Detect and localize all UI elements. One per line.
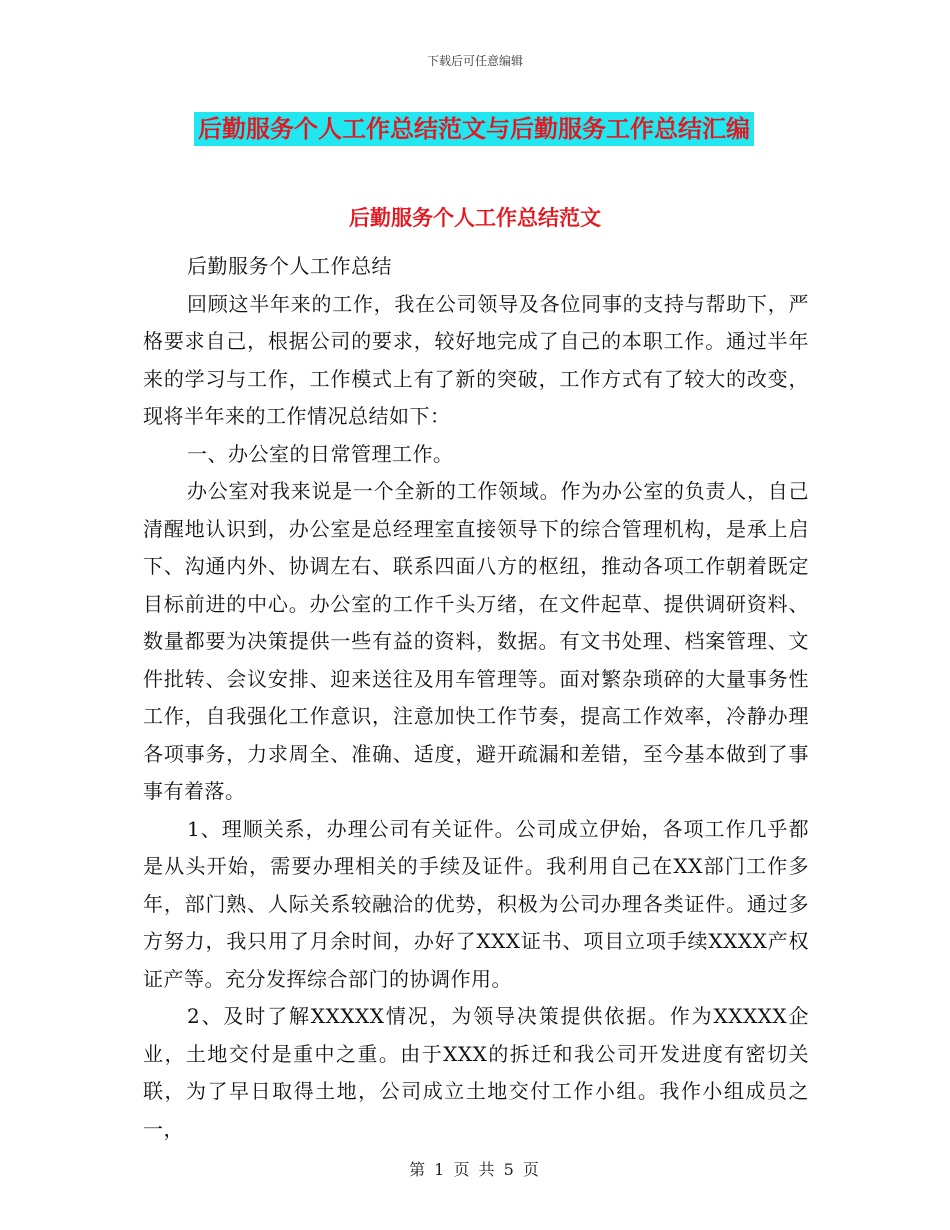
paragraph-section-heading: 一、办公室的日常管理工作。 — [187, 441, 454, 466]
main-title: 后勤服务个人工作总结范文与后勤服务工作总结汇编 — [194, 112, 754, 146]
paragraph-item-2: 2、及时了解XXXXX情况，为领导决策提供依据。作为XXXXX企业，土地交付是重中之重。由于XXX的拆迁和我公司开发进度有密切关联，为了早日取得土地，公司成立土地交付工作小组。我作小组成员之一， — [143, 1004, 809, 1141]
header-note: 下载后可任意编辑 — [426, 54, 523, 68]
paragraph-item-1: 1、理顺关系，办理公司有关证件。公司成立伊始，各项工作几乎都是从头开始，需要办理相关的手续及证件。我利用自己在XX部门工作多年，部门熟、人际关系较融洽的优势，积极为公司办理各类证件。通过多方努力，我只用了月余时间，办好了XXX证书、项目立项手续XXXX产权证产等。充分发挥综合部门的协调作用。 — [143, 816, 809, 991]
main-title-container — [194, 112, 754, 146]
sub-title: 后勤服务个人工作总结范文 — [349, 206, 601, 230]
paragraph-intro: 回顾这半年来的工作，我在公司领导及各位同事的支持与帮助下，严格要求自己，根据公司的要求，较好地完成了自己的本职工作。通过半年来的学习与工作，工作模式上有了新的突破，工作方式有了较大的改变，现将半年来的工作情况总结如下： — [143, 291, 809, 428]
paragraph-heading: 后勤服务个人工作总结 — [187, 254, 392, 278]
document-body — [143, 248, 809, 1148]
paragraph-office-work: 办公室对我来说是一个全新的工作领域。作为办公室的负责人，自己清醒地认识到，办公室是总经理室直接领导下的综合管理机构，是承上启下、沟通内外、协调左右、联系四面八方的枢纽，推动各项工作朝着既定目标前进的中心。办公室的工作千头万绪，在文件起草、提供调研资料、数量都要为决策提供一些有益的资料，数据。有文书处理、档案管理、文件批转、会议安排、迎来送往及用车管理等。面对繁杂琐碎的大量事务性工作，自我强化工作意识，注意加快工作节奏，提高工作效率，冷静办理各项事务，力求周全、准确、适度，避开疏漏和差错，至今基本做到了事事有着落。 — [143, 479, 809, 803]
page-footer: 第 1 页 共 5 页 — [409, 1160, 541, 1179]
